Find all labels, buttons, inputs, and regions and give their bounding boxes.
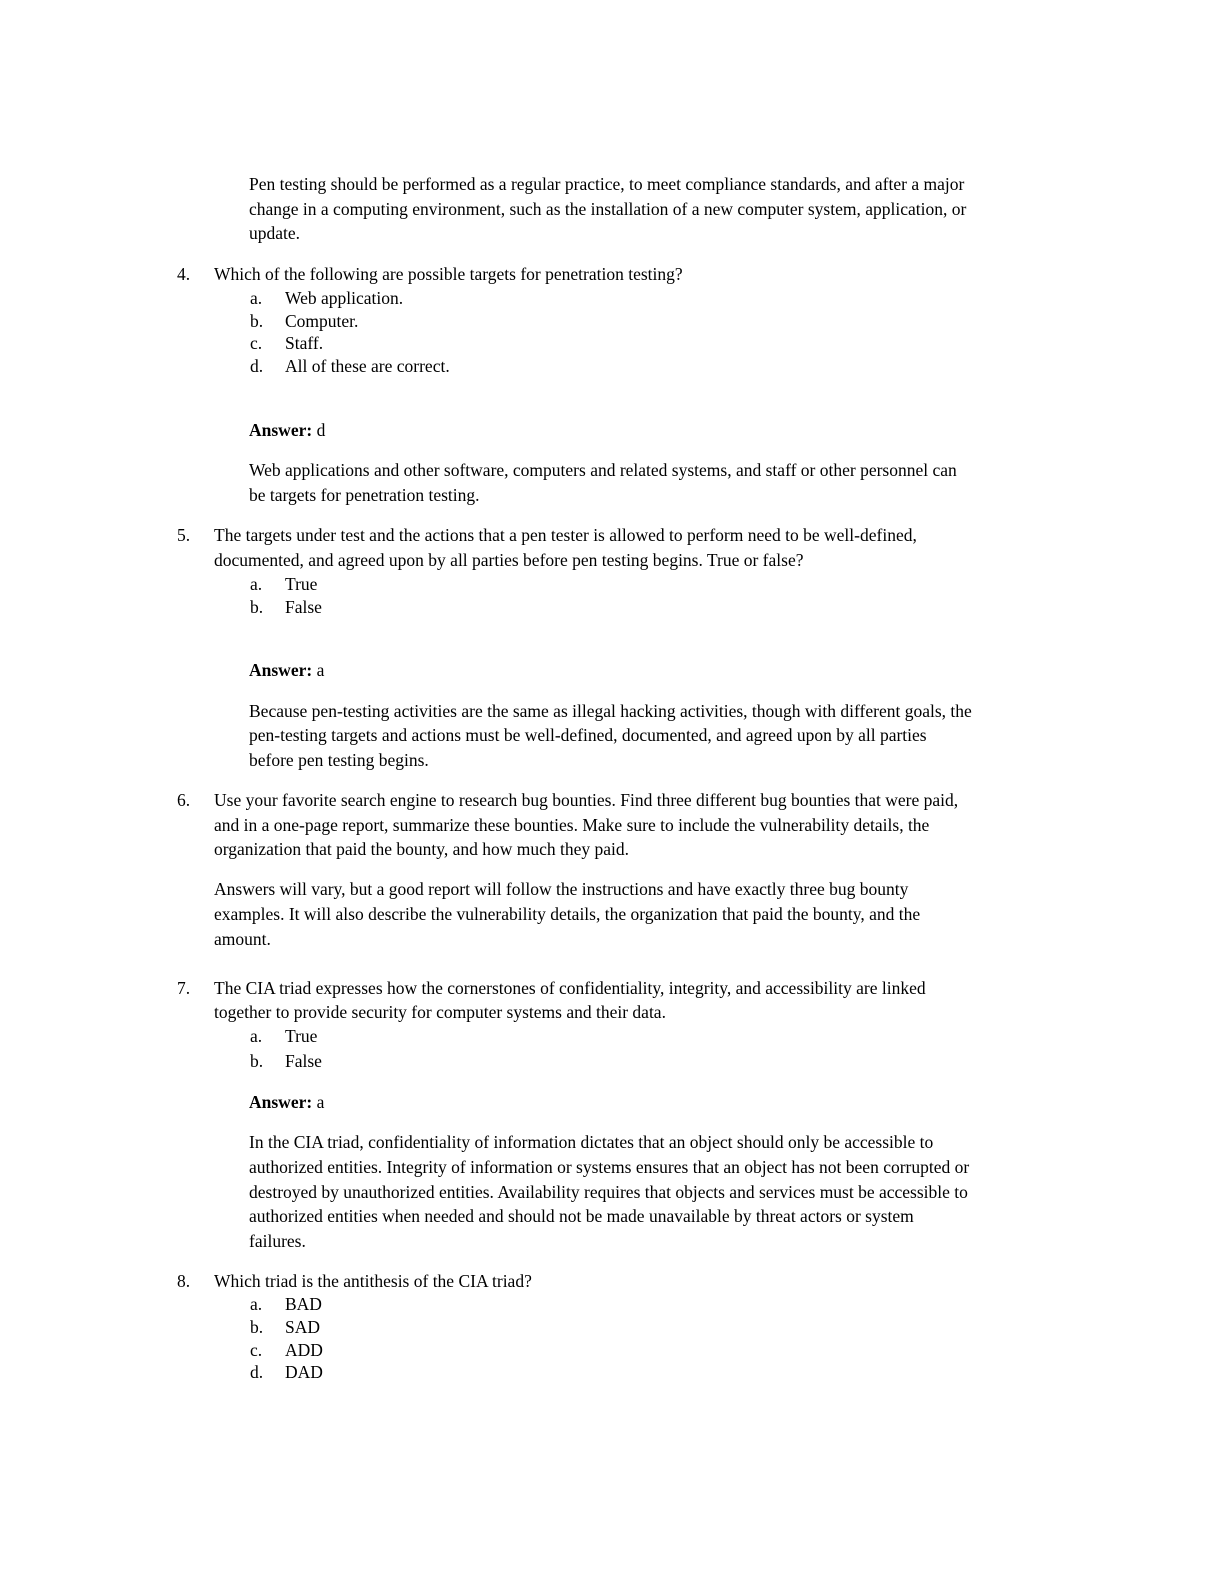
question-7-option-a-letter: a.: [250, 1026, 263, 1046]
intro-explanation-line-1: Pen testing should be performed as a regular practice, to meet compliance standards, and after a major: [249, 174, 965, 194]
question-6-explanation-line-3: amount.: [214, 929, 271, 949]
question-8-number: 8.: [177, 1271, 191, 1291]
question-8-option-d-letter: d.: [250, 1362, 264, 1382]
question-7-explanation-line-2: authorized entities. Integrity of information or systems ensures that an object has not been corrupted or: [249, 1157, 970, 1177]
question-6-text-line-2: and in a one-page report, summarize these bounties. Make sure to include the vulnerability details, the: [214, 815, 930, 835]
question-7-explanation-line-5: failures.: [249, 1231, 306, 1251]
question-7-option-b-letter: b.: [250, 1051, 264, 1071]
question-6-explanation-line-2: examples. It will also describe the vulnerability details, the organization that paid the bounty, and the: [214, 904, 921, 924]
question-7-answer: [249, 1090, 324, 1114]
question-5-explanation-line-3: before pen testing begins.: [249, 750, 429, 770]
question-4-explanation-line-2: be targets for penetration testing.: [249, 485, 480, 505]
question-5-option-b-letter: b.: [250, 597, 264, 617]
question-4-option-c-letter: c.: [250, 333, 263, 353]
question-5-text-line-1: The targets under test and the actions that a pen tester is allowed to perform need to be well-defined,: [214, 525, 917, 545]
question-7-explanation-line-1: In the CIA triad, confidentiality of information dictates that an object should only be accessible to: [249, 1132, 934, 1152]
question-8-text: Which triad is the antithesis of the CIA triad?: [214, 1271, 532, 1291]
answer-value: a: [316, 1092, 325, 1112]
question-4-option-a-letter: a.: [250, 288, 263, 308]
question-5-option-a-letter: a.: [250, 574, 263, 594]
question-4-option-d-letter: d.: [250, 356, 264, 376]
question-5-option-b-text: False: [285, 597, 322, 617]
question-5-explanation-line-2: pen-testing targets and actions must be well-defined, documented, and agreed upon by all parties: [249, 725, 927, 745]
question-8-option-a-text: BAD: [285, 1294, 322, 1314]
question-5-number: 5.: [177, 525, 191, 545]
question-8-option-d-text: DAD: [285, 1362, 323, 1382]
question-6-number: 6.: [177, 790, 191, 810]
question-7-text-line-2: together to provide security for computer systems and their data.: [214, 1002, 666, 1022]
question-4-option-b-letter: b.: [250, 311, 264, 331]
question-5-option-a-text: True: [285, 574, 318, 594]
answer-label: Answer:: [249, 1092, 313, 1112]
question-4-option-a-text: Web application.: [285, 288, 404, 308]
question-8-option-c-letter: c.: [250, 1340, 263, 1360]
answer-label: Answer:: [249, 660, 313, 680]
question-8-option-c-text: ADD: [285, 1340, 323, 1360]
question-5-explanation-line-1: Because pen-testing activities are the same as illegal hacking activities, though with different goals, the: [249, 701, 972, 721]
question-5-text-line-2: documented, and agreed upon by all parties before pen testing begins. True or false?: [214, 550, 804, 570]
question-7-explanation-line-3: destroyed by unauthorized entities. Availability requires that objects and services must be accessible to: [249, 1182, 968, 1202]
answer-label: Answer:: [249, 420, 313, 440]
question-8-option-b-letter: b.: [250, 1317, 264, 1337]
question-4-option-d-text: All of these are correct.: [285, 356, 450, 376]
question-4-explanation-line-1: Web applications and other software, computers and related systems, and staff or other personnel can: [249, 460, 957, 480]
question-6-text-line-3: organization that paid the bounty, and how much they paid.: [214, 839, 630, 859]
intro-explanation-line-2: change in a computing environment, such as the installation of a new computer system, application, or: [249, 199, 967, 219]
answer-value: a: [316, 660, 325, 680]
question-7-text-line-1: The CIA triad expresses how the cornerstones of confidentiality, integrity, and accessibility are linked: [214, 978, 926, 998]
question-8-option-a-letter: a.: [250, 1294, 263, 1314]
intro-explanation-line-3: update.: [249, 223, 301, 243]
answer-value: d: [316, 420, 326, 440]
question-7-option-a-text: True: [285, 1026, 318, 1046]
question-7-explanation-line-4: authorized entities when needed and should not be made unavailable by threat actors or system: [249, 1206, 914, 1226]
question-4-text: Which of the following are possible targets for penetration testing?: [214, 264, 683, 284]
question-6-text-line-1: Use your favorite search engine to research bug bounties. Find three different bug bounties that were paid,: [214, 790, 959, 810]
question-4-number: 4.: [177, 264, 191, 284]
question-4-option-c-text: Staff.: [285, 333, 324, 353]
question-5-answer: [249, 658, 324, 682]
question-7-option-b-text: False: [285, 1051, 322, 1071]
question-4-option-b-text: Computer.: [285, 311, 359, 331]
question-8-option-b-text: SAD: [285, 1317, 321, 1337]
question-7-number: 7.: [177, 978, 191, 998]
question-4-answer: [249, 418, 325, 442]
question-6-explanation-line-1: Answers will vary, but a good report will follow the instructions and have exactly three bug bounty: [214, 879, 909, 899]
